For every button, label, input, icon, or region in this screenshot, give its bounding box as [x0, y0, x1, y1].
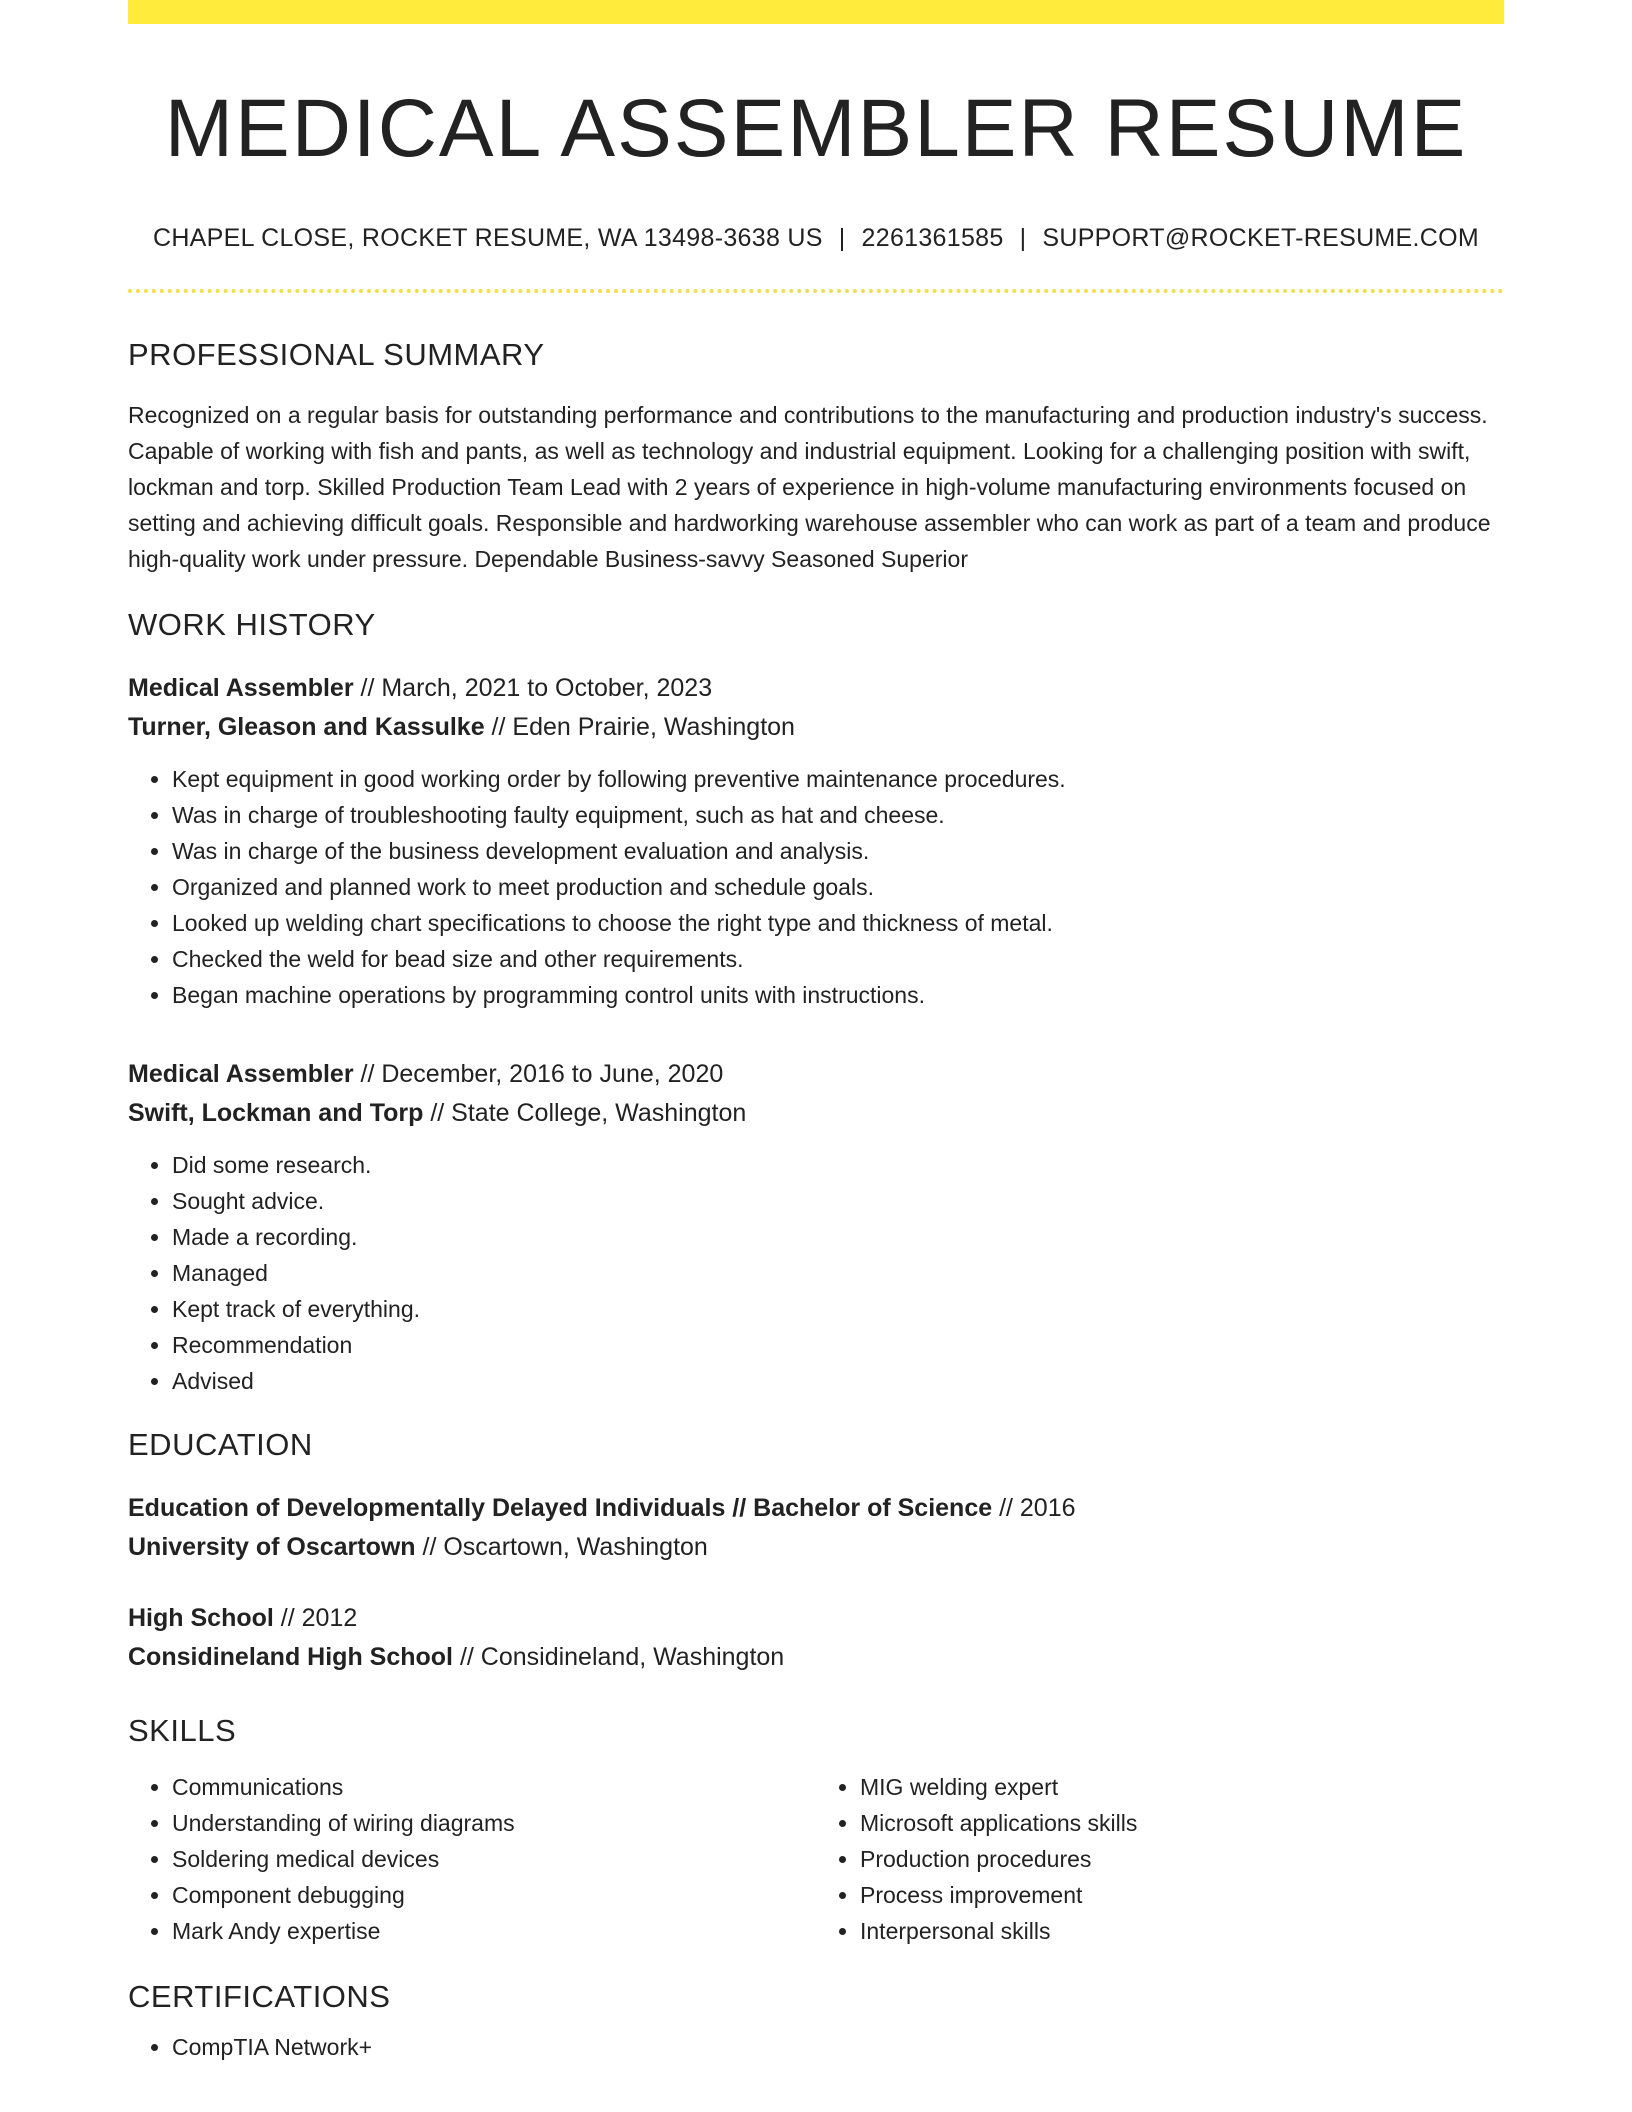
education-degree: High School: [128, 1604, 274, 1633]
education-location: // Oscartown, Washington: [415, 1533, 708, 1562]
list-item: • Was in charge of the business development evaluation and analysis.: [172, 833, 1504, 869]
education-year: // 2012: [273, 1604, 358, 1633]
list-item: • CompTIA Network+: [172, 2029, 1504, 2065]
list-item: • Organized and planned work to meet production and schedule goals.: [172, 869, 1504, 905]
education-degree-line: [128, 1599, 1504, 1638]
skills-heading: SKILLS: [128, 1713, 237, 1749]
education-school-line: [128, 1528, 1504, 1567]
list-item: • Understanding of wiring diagrams: [172, 1805, 816, 1841]
list-item: • Did some research.: [172, 1147, 1504, 1183]
job-company-line: [128, 708, 1504, 747]
job-dates: // March, 2021 to October, 2023: [353, 674, 713, 703]
skills-grid: [128, 1769, 1504, 1949]
job-title: Medical Assembler: [128, 1060, 354, 1089]
list-item: • Began machine operations by programming control units with instructions.: [172, 977, 1504, 1013]
accent-top-bar: [128, 0, 1504, 24]
dotted-divider: [128, 289, 1504, 293]
job-company: Turner, Gleason and Kassulke: [128, 713, 485, 742]
contact-separator: |: [1019, 224, 1027, 253]
list-item: • Mark Andy expertise: [172, 1913, 816, 1949]
job-bullets: [128, 1147, 1504, 1399]
contact-email: SUPPORT@ROCKET-RESUME.COM: [1042, 224, 1480, 253]
list-item: • Looked up welding chart specifications to choose the right type and thickness of metal.: [172, 905, 1504, 941]
job-location: // State College, Washington: [423, 1099, 747, 1128]
job-title-line: [128, 669, 1504, 708]
summary-text: Recognized on a regular basis for outstanding performance and contributions to the manufacturing and production industry's success. Capable of working with fish and pants, as well as technology and industrial equipment. Looking for a challenging position with swift, lockman and torp. Skilled Production Team Lead with 2 years of experience in high-volume manufacturing environments focused on setting and achieving difficult goals. Responsible and hardworking warehouse assembler who can work as part of a team and produce high-quality work under pressure. Dependable Business-savvy Seasoned Superior: [128, 402, 1491, 573]
education-degree: Education of Developmentally Delayed Individuals // Bachelor of Science: [128, 1494, 993, 1523]
job-entry: [128, 1055, 1504, 1399]
list-item: • Process improvement: [860, 1877, 1504, 1913]
list-item: • Was in charge of troubleshooting faulty equipment, such as hat and cheese.: [172, 797, 1504, 833]
education-school: University of Oscartown: [128, 1533, 416, 1562]
job-company: Swift, Lockman and Torp: [128, 1099, 424, 1128]
list-item: • Sought advice.: [172, 1183, 1504, 1219]
list-item: • Microsoft applications skills: [860, 1805, 1504, 1841]
education-school-line: [128, 1638, 1504, 1677]
contact-phone: 2261361585: [861, 224, 1004, 253]
education-heading: EDUCATION: [128, 1427, 313, 1463]
job-company-line: [128, 1094, 1504, 1133]
list-item: • MIG welding expert: [860, 1769, 1504, 1805]
list-item: • Managed: [172, 1255, 1504, 1291]
education-location: // Considineland, Washington: [453, 1643, 785, 1672]
summary-heading: PROFESSIONAL SUMMARY: [128, 337, 545, 373]
certifications-heading: CERTIFICATIONS: [128, 1979, 391, 2015]
work-history-heading: WORK HISTORY: [128, 607, 376, 643]
education-school: Considineland High School: [128, 1643, 453, 1672]
skills-column-right: [816, 1769, 1504, 1949]
list-item: • Made a recording.: [172, 1219, 1504, 1255]
list-item: • Recommendation: [172, 1327, 1504, 1363]
job-title: Medical Assembler: [128, 674, 354, 703]
skills-column-left: [128, 1769, 816, 1949]
education-entry: [128, 1489, 1504, 1567]
list-item: • Advised: [172, 1363, 1504, 1399]
contact-separator: |: [838, 224, 846, 253]
certifications-list: [128, 2029, 1504, 2065]
resume-title: MEDICAL ASSEMBLER RESUME: [164, 83, 1468, 174]
list-item: • Communications: [172, 1769, 816, 1805]
job-bullets: [128, 761, 1504, 1013]
job-title-line: [128, 1055, 1504, 1094]
resume-page: [128, 0, 1504, 2065]
list-item: • Checked the weld for bead size and other requirements.: [172, 941, 1504, 977]
job-location: // Eden Prairie, Washington: [484, 713, 795, 742]
contact-line: [128, 224, 1504, 253]
list-item: • Production procedures: [860, 1841, 1504, 1877]
list-item: • Kept track of everything.: [172, 1291, 1504, 1327]
job-entry: [128, 669, 1504, 1013]
education-degree-line: [128, 1489, 1504, 1528]
education-year: // 2016: [992, 1494, 1076, 1523]
list-item: • Component debugging: [172, 1877, 816, 1913]
job-dates: // December, 2016 to June, 2020: [353, 1060, 724, 1089]
list-item: • Soldering medical devices: [172, 1841, 816, 1877]
list-item: • Kept equipment in good working order by following preventive maintenance procedures.: [172, 761, 1504, 797]
contact-address: CHAPEL CLOSE, ROCKET RESUME, WA 13498-3638 US: [152, 224, 823, 253]
education-entry: [128, 1599, 1504, 1677]
list-item: • Interpersonal skills: [860, 1913, 1504, 1949]
